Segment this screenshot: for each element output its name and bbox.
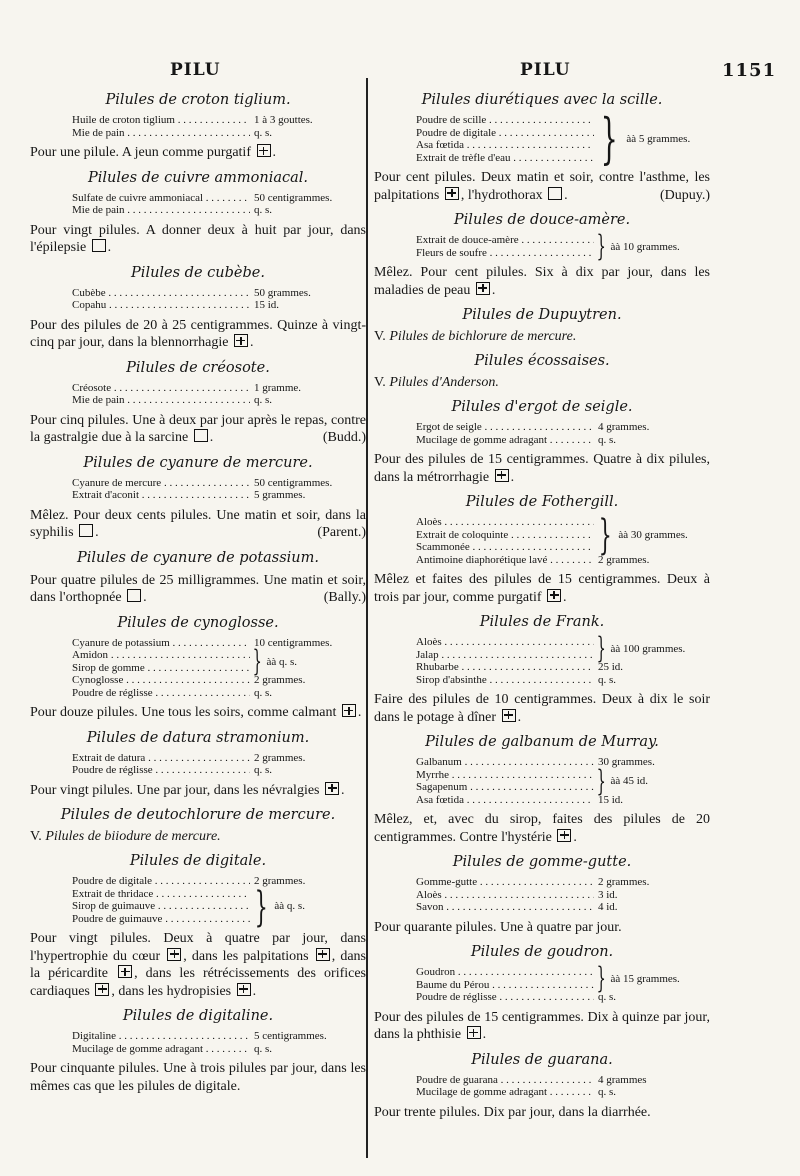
ingredient-name: Huile de croton tiglium . . .: [72, 114, 250, 127]
cross-reference-target: Pilules de bichlorure de mercure.: [389, 329, 577, 344]
plus-box-icon: [557, 829, 571, 842]
recipe-title: Pilules de douce-amère.: [453, 212, 631, 228]
recipe-instructions: Faire des pilules de 10 centigrammes. Deux à dix le soir dans le potage à dîner .: [374, 692, 710, 725]
plus-box-icon: [316, 948, 330, 961]
ingredient-quantity: q. s.: [598, 673, 617, 686]
ingredient-name: Poudre de digitale . . .: [416, 127, 594, 140]
ingredient-quantity: 50 centigrammes.: [254, 191, 333, 204]
ingredient-row: [416, 661, 686, 674]
recipe-instructions: Pour une pilule. A jeun comme purgatif .: [30, 145, 276, 160]
ingredient-group-quantity: àà 15 grammes.: [610, 972, 680, 985]
ingredient-row: [416, 901, 686, 914]
recipe-title: Pilules de digitale.: [129, 853, 267, 869]
ingredient-group-names: [416, 234, 594, 259]
ingredient-group-quantity: àà 100 grammes.: [610, 642, 686, 655]
ingredient-quantity: 4 grammes.: [598, 421, 650, 433]
ingredient-row: [416, 247, 594, 260]
ingredient-quantity: q. s.: [254, 686, 273, 699]
ingredient-row: [416, 636, 594, 649]
plus-box-icon: [257, 144, 271, 157]
recipe-instructions: Pour douze pilules. Une tous les soirs, comme calmant .: [30, 705, 362, 720]
ingredient-row: [416, 966, 594, 979]
ingredient-row: [72, 114, 342, 127]
plus-box-icon: [502, 709, 516, 722]
ingredient-group-quantity: àà 5 grammes.: [626, 133, 691, 145]
ingredient-name: Cynoglosse . . .: [72, 674, 250, 687]
recipe-entry: [374, 92, 710, 204]
ingredient-row: [72, 752, 342, 765]
recipe-title: Pilules de cyanure de potassium.: [76, 549, 320, 566]
ingredient-quantity: 5 centigrammes.: [254, 1030, 327, 1042]
ingredient-quantity: q. s.: [598, 1086, 617, 1098]
ingredient-row: [416, 541, 594, 554]
ingredient-group-names: [416, 114, 594, 164]
ingredient-quantity: 1 à 3 gouttes.: [254, 114, 313, 126]
empty-box-icon: [194, 429, 208, 442]
ingredient-group: [416, 763, 686, 798]
recipe-entry: [374, 353, 710, 391]
empty-box-icon: [548, 187, 562, 200]
ingredient-quantity: 50 grammes.: [254, 286, 311, 299]
recipe-title: Pilules de goudron.: [470, 944, 614, 960]
recipe-entry: [30, 455, 366, 542]
ingredient-name: Sirop de guimauve . . .: [72, 900, 250, 913]
ingredient-name: Digitaline . . .: [72, 1030, 250, 1043]
ingredient-row: [72, 287, 342, 300]
ingredient-group-names: [416, 516, 594, 554]
ingredient-quantity: 25 id.: [598, 661, 624, 673]
ingredient-group-names: [416, 769, 594, 794]
ingredient-name: Rhubarbe . . .: [416, 661, 594, 674]
right-column: [374, 90, 710, 1129]
recipe-entry: [374, 944, 710, 1044]
recipe-title: Pilules de Frank.: [479, 614, 605, 630]
recipe-entry: [30, 615, 366, 722]
ingredient-row: [72, 764, 342, 777]
right-running-head: PILU: [520, 60, 571, 80]
brace-glyph: }: [600, 107, 618, 170]
recipe-entry: [374, 307, 710, 345]
ingredient-row: [72, 888, 250, 901]
recipe-title: Pilules de Fothergill.: [465, 494, 619, 510]
ingredient-name: Extrait de coloquinte . . .: [416, 529, 594, 542]
brace-glyph: }: [254, 881, 268, 931]
ingredient-name: Mucilage de gomme adragant . . .: [416, 1086, 594, 1099]
ingredient-name: Mucilage de gomme adragant . . .: [72, 1043, 250, 1056]
recipe-instructions: Mêlez. Pour cent pilules. Six à dix par jour, dans les maladies de peau .: [374, 265, 710, 298]
ingredient-row: [72, 649, 250, 662]
plus-box-icon: [234, 334, 248, 347]
empty-box-icon: [79, 524, 93, 537]
recipe-title: Pilules de cyanure de mercure.: [83, 454, 313, 471]
plus-box-icon: [495, 469, 509, 482]
recipe-title: Pilules de cubèbe.: [131, 264, 265, 281]
ingredient-row: [72, 299, 342, 312]
ingredient-name: Aloès . . .: [416, 889, 594, 902]
ingredient-row: [416, 529, 594, 542]
ingredient-quantity: 3 id.: [598, 888, 618, 901]
ingredient-list: [416, 229, 686, 263]
plus-box-icon: [342, 704, 356, 717]
ingredient-row: [416, 139, 594, 152]
ingredient-quantity: q. s.: [598, 433, 617, 446]
plus-box-icon: [476, 282, 490, 295]
ingredient-list: [72, 752, 342, 777]
recipe-entry: [30, 853, 366, 1000]
recipe-entry: [374, 734, 710, 846]
recipe-title: Pilules d'ergot de seigle.: [451, 399, 633, 415]
brace-glyph: }: [596, 631, 606, 665]
ingredient-name: Poudre de guimauve . . .: [72, 913, 250, 926]
recipe-entry: [374, 1052, 710, 1122]
recipe-entry: [30, 360, 366, 447]
ingredient-row: [416, 649, 594, 662]
ingredient-name: Cyanure de mercure . . .: [72, 477, 250, 490]
left-column: [30, 90, 366, 1103]
ingredient-quantity: 1 gramme.: [254, 381, 302, 394]
ingredient-list: [72, 875, 342, 931]
plus-box-icon: [118, 965, 132, 978]
recipe-title: Pilules diurétiques avec la scille.: [421, 92, 663, 108]
brace-glyph: }: [596, 763, 606, 798]
ingredient-name: Cyanure de potassium . . .: [72, 637, 250, 650]
ingredient-row: [416, 114, 594, 127]
recipe-entry: [30, 92, 366, 162]
ingredient-quantity: 15 id.: [598, 793, 624, 806]
ingredient-group-quantity: àà 30 grammes.: [618, 528, 688, 541]
plus-box-icon: [325, 782, 339, 795]
ingredient-name: Myrrhe . . .: [416, 769, 594, 782]
ingredient-list: [416, 510, 688, 566]
ingredient-name: Mie de pain . . .: [72, 127, 250, 140]
recipe-title: Pilules de datura stramonium.: [86, 729, 310, 746]
ingredient-quantity: 50 centigrammes.: [254, 476, 333, 489]
ingredient-name: Ergot de seigle . . .: [416, 421, 594, 434]
brace-glyph: }: [598, 510, 612, 559]
ingredient-row: [72, 477, 342, 490]
ingredient-name: Amidon . . .: [72, 649, 250, 662]
plus-box-icon: [237, 983, 251, 996]
author-reference: (Dupuy.): [659, 187, 710, 203]
ingredient-list: [72, 477, 342, 502]
ingredient-name: Galbanum . . .: [416, 756, 594, 769]
ingredient-row: [416, 991, 686, 1004]
ingredient-list: [72, 1030, 342, 1055]
ingredient-name: Scammonée . . .: [416, 541, 594, 554]
ingredient-group-names: [72, 888, 250, 926]
ingredient-row: [416, 794, 686, 807]
ingredient-group-names: [72, 649, 250, 674]
ingredient-group-quantity: àà 10 grammes.: [610, 240, 680, 253]
ingredient-quantity: 2 grammes.: [254, 875, 306, 887]
recipe-instructions: Mêlez et faites des pilules de 15 centigrammes. Deux à trois par jour, comme purgatif .: [374, 572, 710, 605]
ingredient-quantity: 5 grammes.: [254, 489, 306, 501]
ingredient-name: Mie de pain . . .: [72, 204, 250, 217]
brace-glyph: }: [596, 961, 606, 995]
ingredient-list: [416, 1074, 686, 1099]
recipe-instructions: Mêlez, et, avec du sirop, faites des pilules de 20 centigrammes. Contre l'hystérie .: [374, 812, 710, 845]
ingredient-row: [416, 889, 686, 902]
recipe-title: Pilules de Dupuytren.: [462, 307, 622, 323]
recipe-instructions: Pour vingt pilules. A donner deux à huit par jour, dans l'épilepsie .: [30, 222, 366, 255]
column-divider: [366, 78, 368, 1158]
ingredient-name: Baume du Pérou . . .: [416, 979, 594, 992]
ingredient-quantity: 2 grammes.: [598, 553, 650, 566]
ingredient-name: Extrait de thridace . . .: [72, 888, 250, 901]
ingredient-row: [72, 382, 342, 395]
ingredient-name: Jalap . . .: [416, 649, 594, 662]
ingredient-row: [416, 234, 594, 247]
ingredient-list: [72, 114, 342, 139]
ingredient-row: [416, 1074, 686, 1087]
author-reference: (Budd.): [322, 430, 366, 445]
ingredient-name: Goudron . . .: [416, 966, 594, 979]
ingredient-row: [72, 662, 250, 675]
recipe-entry: [374, 614, 710, 726]
ingredient-name: Poudre de réglisse . . .: [72, 687, 250, 700]
author-reference: (Parent.): [317, 525, 366, 540]
ingredient-quantity: 2 grammes.: [254, 674, 306, 686]
ingredient-row: [72, 900, 250, 913]
recipe-entry: [374, 494, 710, 606]
ingredient-row: [416, 127, 594, 140]
recipe-title: Pilules de digitaline.: [122, 1008, 274, 1024]
recipe-instructions: Pour des pilules de 20 à 25 centigrammes. Quinze à vingt-cinq par jour, dans la blennorrhagie .: [30, 317, 366, 350]
ingredient-quantity: 4 grammes: [598, 1073, 647, 1086]
recipe-title: Pilules de croton tiglium.: [105, 92, 291, 108]
recipe-title: Pilules de cynoglosse.: [117, 614, 279, 631]
plus-box-icon: [167, 948, 181, 961]
ingredient-group-names: [416, 966, 594, 991]
recipe-entry: [30, 807, 366, 845]
ingredient-name: Savon . . .: [416, 901, 594, 914]
ingredient-name: Poudre de réglisse . . .: [72, 764, 250, 777]
ingredient-row: [72, 204, 342, 217]
recipe-entry: [30, 170, 366, 257]
empty-box-icon: [127, 589, 141, 602]
ingredient-name: Copahu . . .: [72, 299, 250, 312]
ingredient-group: [416, 229, 686, 263]
ingredient-row: [416, 674, 686, 687]
ingredient-row: [416, 769, 594, 782]
recipe-entry: [374, 212, 710, 299]
recipe-instructions: Pour des pilules de 15 centigrammes. Quatre à dix pilules, dans la métrorrhagie .: [374, 452, 710, 485]
ingredient-list: [416, 756, 686, 806]
recipe-instructions: Mêlez. Pour deux cents pilules. Une matin et soir, dans la syphilis . (Parent.): [30, 507, 366, 540]
ingredient-quantity: q. s.: [598, 991, 617, 1003]
ingredient-row: [72, 489, 342, 502]
ingredient-row: [72, 637, 342, 650]
ingredient-group: [416, 107, 691, 170]
cross-reference: V. Pilules de bichlorure de mercure.: [374, 329, 577, 344]
ingredient-row: [416, 516, 594, 529]
recipe-instructions: Pour cinq pilules. Une à deux par jour après le repas, contre la gastralgie due à la sarcine . (Budd.): [30, 412, 366, 445]
ingredient-quantity: 30 grammes.: [598, 756, 655, 768]
ingredient-list: [72, 637, 342, 700]
ingredient-group: [416, 510, 688, 559]
recipe-title: Pilules de guarana.: [471, 1051, 613, 1068]
ingredient-group: [416, 631, 686, 665]
ingredient-name: Poudre de guarana . . .: [416, 1074, 594, 1087]
ingredient-name: Poudre de scille . . .: [416, 114, 594, 127]
ingredient-name: Asa fœtida . . .: [416, 139, 594, 152]
ingredient-quantity: 2 grammes.: [598, 876, 650, 888]
ingredient-quantity: 4 id.: [598, 901, 618, 913]
ingredient-list: [72, 192, 342, 217]
ingredient-row: [72, 1043, 342, 1056]
ingredient-name: Asa fœtida . . .: [416, 794, 594, 807]
ingredient-name: Extrait de douce-amère . . .: [416, 234, 594, 247]
recipe-instructions: Pour trente pilules. Dix par jour, dans la diarrhée.: [374, 1104, 651, 1120]
ingredient-group: [72, 644, 342, 678]
ingredient-row: [416, 434, 686, 447]
ingredient-name: Extrait de datura . . .: [72, 752, 250, 765]
ingredient-group-names: [416, 636, 594, 661]
ingredient-quantity: 15 id.: [254, 299, 280, 311]
author-reference: (Bally.): [323, 590, 366, 605]
recipe-entry: [374, 399, 710, 486]
ingredient-quantity: q. s.: [254, 764, 273, 776]
ingredient-name: Aloès . . .: [416, 516, 594, 529]
ingredient-row: [416, 756, 686, 769]
recipe-title: Pilules de cuivre ammoniacal.: [87, 169, 309, 186]
cross-reference: V. Pilules d'Anderson.: [374, 375, 499, 390]
ingredient-row: [416, 152, 594, 165]
ingredient-group-quantity: àà 45 id.: [610, 775, 649, 787]
ingredient-name: Extrait d'aconit . . .: [72, 489, 250, 502]
recipe-entry: [30, 265, 366, 352]
left-running-head: PILU: [170, 60, 221, 80]
ingredient-name: Fleurs de soufre . . .: [416, 247, 594, 260]
brace-glyph: }: [596, 229, 606, 263]
ingredient-list: [416, 961, 686, 1004]
ingredient-group-quantity: àà q. s.: [274, 900, 305, 913]
cross-reference: V. Pilules de biiodure de mercure.: [30, 829, 221, 844]
recipe-entry: [374, 854, 710, 936]
cross-reference-target: Pilules d'Anderson.: [389, 375, 499, 390]
recipe-entry: [30, 1008, 366, 1095]
ingredient-list: [416, 107, 691, 170]
ingredient-name: Poudre de réglisse . . .: [416, 991, 594, 1004]
plus-box-icon: [445, 187, 459, 200]
page-number: 1151: [722, 60, 777, 81]
ingredient-name: Mie de pain . . .: [72, 394, 250, 407]
ingredient-quantity: 2 grammes.: [254, 751, 306, 764]
ingredient-row: [416, 979, 594, 992]
recipe-entry: [30, 550, 366, 607]
recipe-instructions: Pour cent pilules. Deux matin et soir, contre l'asthme, les palpitations , l'hydrothorax . (Dupuy.): [374, 170, 710, 203]
recipe-title: Pilules écossaises.: [474, 353, 610, 369]
ingredient-name: Poudre de digitale . . .: [72, 875, 250, 888]
recipe-title: Pilules de galbanum de Murray.: [425, 734, 659, 750]
ingredient-name: Aloès . . .: [416, 636, 594, 649]
cross-reference-target: Pilules de biiodure de mercure.: [45, 829, 221, 844]
ingredient-row: [72, 192, 342, 205]
ingredient-list: [72, 287, 342, 312]
ingredient-list: [72, 382, 342, 407]
ingredient-row: [72, 1030, 342, 1043]
ingredient-quantity: q. s.: [254, 1042, 273, 1055]
ingredient-row: [72, 875, 342, 888]
empty-box-icon: [92, 239, 106, 252]
ingredient-name: Sirop de gomme . . .: [72, 662, 250, 675]
ingredient-row: [72, 674, 342, 687]
ingredient-quantity: q. s.: [254, 204, 273, 216]
ingredient-quantity: 10 centigrammes.: [254, 636, 333, 649]
ingredient-row: [72, 687, 342, 700]
ingredient-row: [416, 876, 686, 889]
ingredient-quantity: q. s.: [254, 394, 273, 406]
ingredient-name: Créosote . . .: [72, 382, 250, 395]
ingredient-group: [416, 961, 686, 995]
ingredient-name: Sulfate de cuivre ammoniacal . . .: [72, 192, 250, 205]
ingredient-row: [416, 1086, 686, 1099]
ingredient-name: Sirop d'absinthe . . .: [416, 674, 594, 687]
ingredient-name: Mucilage de gomme adragant . . .: [416, 434, 594, 447]
ingredient-row: [416, 554, 686, 567]
recipe-instructions: Pour vingt pilules. Deux à quatre par jour, dans l'hypertrophie du cœur , dans les palpitations , dans la péricardite , dans les rétrécissements des orifices cardiaques , dans les hydropisies .: [30, 931, 367, 999]
ingredient-group-quantity: àà q. s.: [266, 655, 297, 668]
recipe-instructions: Pour des pilules de 15 centigrammes. Dix à quinze par jour, dans la phthisie .: [374, 1009, 710, 1042]
ingredient-row: [416, 781, 594, 794]
ingredient-row: [72, 394, 342, 407]
ingredient-name: Sagapenum . . .: [416, 781, 594, 794]
recipe-instructions: Pour vingt pilules. Une par jour, dans les névralgies .: [30, 782, 345, 798]
ingredient-name: Extrait de trèfle d'eau . . .: [416, 152, 594, 165]
ingredient-name: Antimoine diaphorétique lavé . . .: [416, 554, 594, 567]
recipe-entry: [30, 730, 366, 800]
ingredient-list: [416, 631, 686, 686]
ingredient-row: [72, 127, 342, 140]
recipe-title: Pilules de gomme-gutte.: [452, 854, 632, 870]
recipe-instructions: Pour cinquante pilules. Une à trois pilules par jour, dans les mêmes cas que les pilules de digitale.: [30, 1061, 366, 1094]
brace-glyph: }: [252, 644, 262, 678]
recipe-instructions: Pour quatre pilules de 25 milligrammes. Une matin et soir, dans l'orthopnée . (Bally.): [30, 572, 366, 605]
ingredient-name: Gomme-gutte . . .: [416, 876, 594, 889]
ingredient-name: Cubèbe . . .: [72, 287, 250, 300]
ingredient-list: [416, 421, 686, 446]
ingredient-list: [416, 876, 686, 914]
plus-box-icon: [467, 1026, 481, 1039]
plus-box-icon: [95, 983, 109, 996]
ingredient-row: [416, 421, 686, 434]
recipe-title: Pilules de créosote.: [126, 359, 270, 376]
plus-box-icon: [547, 589, 561, 602]
ingredient-quantity: q. s.: [254, 126, 273, 139]
recipe-instructions: Pour quarante pilules. Une à quatre par jour.: [374, 919, 622, 935]
recipe-title: Pilules de deutochlorure de mercure.: [60, 807, 336, 823]
ingredient-row: [72, 913, 250, 926]
